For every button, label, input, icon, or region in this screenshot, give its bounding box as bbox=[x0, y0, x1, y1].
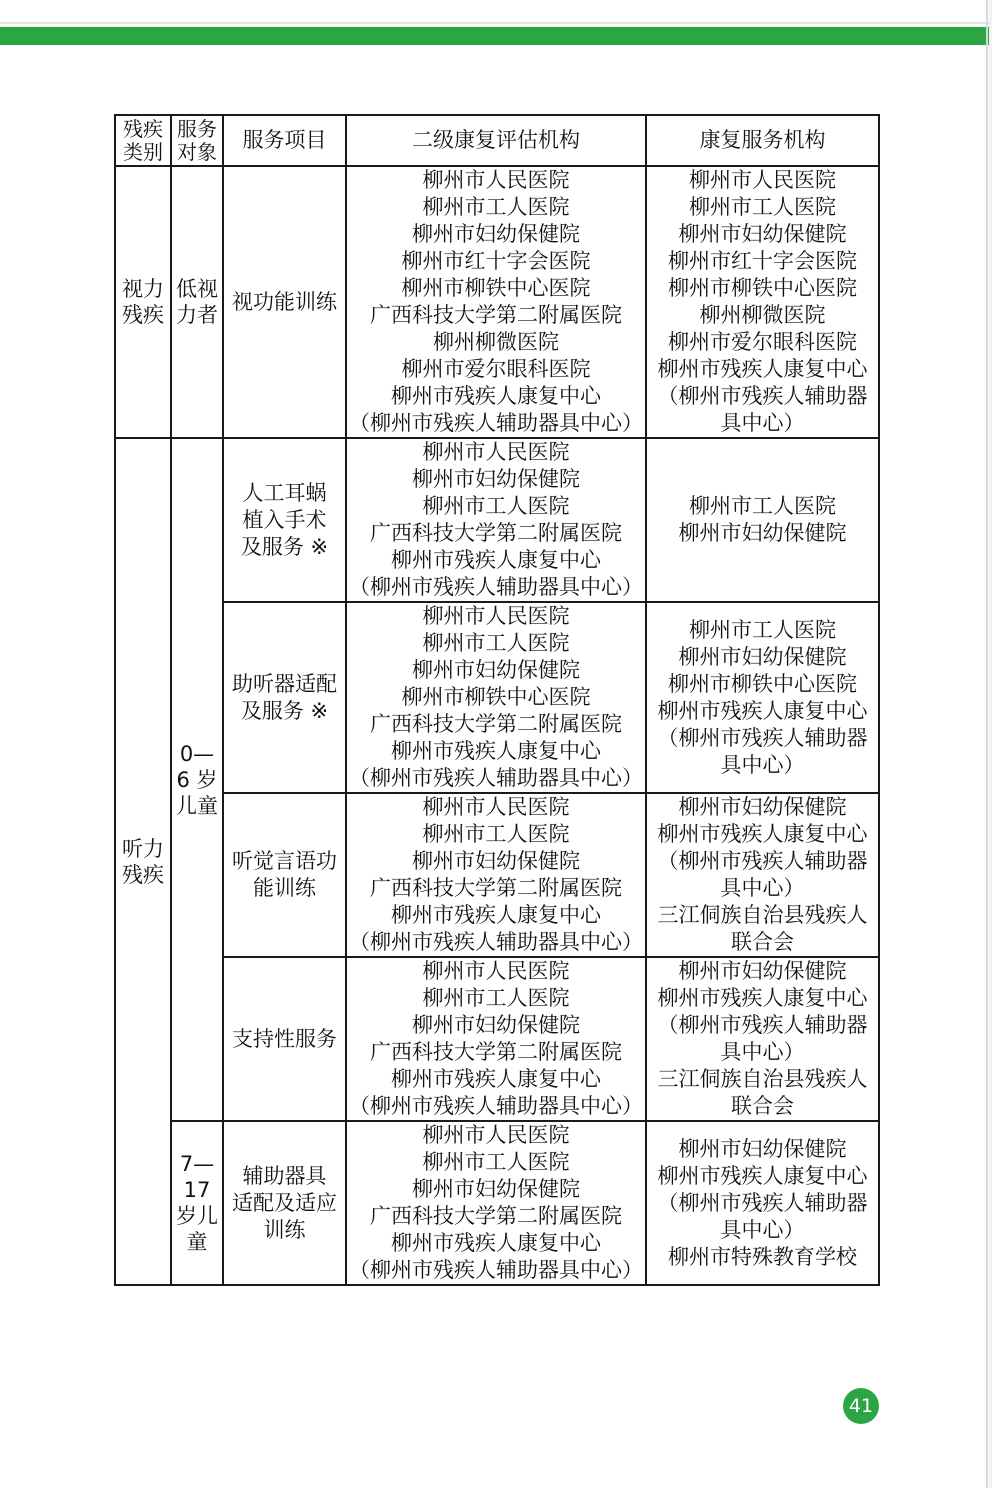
target-cell-low-vision bbox=[171, 166, 223, 438]
cell-text-line: 及服务 ※ bbox=[240, 698, 329, 723]
cell-text-line: （柳州市残疾人辅助器具中心） bbox=[349, 930, 643, 954]
assessment-cell bbox=[346, 957, 646, 1121]
cell-text-line: 人工耳蜗 bbox=[242, 480, 327, 505]
cell-text-line: 柳州市红十字会医院 bbox=[401, 249, 591, 273]
cell-text-line: 柳州市人民医院 bbox=[422, 604, 570, 628]
provider-cell bbox=[646, 602, 879, 793]
table-row-hearing-aid bbox=[115, 602, 879, 793]
cell-text-line: 及服务 ※ bbox=[240, 534, 329, 559]
cell-text-line: 柳州市残疾人康复中心 bbox=[391, 903, 601, 927]
cell-text-line: 助听器适配 bbox=[232, 671, 337, 696]
category-cell-hearing bbox=[115, 438, 171, 1285]
cell-text-line: 岁儿 bbox=[176, 1204, 218, 1228]
cell-text-line: 低视 bbox=[176, 277, 218, 301]
cell-text-line: 柳州市残疾人康复中心 bbox=[657, 698, 868, 723]
cell-text-line: 广西科技大学第二附属医院 bbox=[370, 876, 622, 900]
cell-text-line: 柳州市爱尔眼科医院 bbox=[401, 357, 591, 381]
cell-text-line: 柳州市人民医院 bbox=[422, 959, 570, 983]
cell-text-line: 柳州市妇幼保健院 bbox=[412, 849, 580, 873]
table-row-assistive-devices bbox=[115, 1121, 879, 1285]
cell-text-line: 柳州柳微医院 bbox=[433, 330, 559, 354]
cell-text-line: 柳州市人民医院 bbox=[689, 168, 836, 192]
cell-text-line: 残疾 bbox=[123, 116, 163, 141]
header-thin-line bbox=[0, 22, 992, 24]
header-service bbox=[223, 115, 346, 166]
cell-text-line: 具中心） bbox=[720, 1217, 805, 1242]
cell-text-line: 具中心） bbox=[720, 411, 805, 435]
provider-cell bbox=[646, 438, 879, 602]
cell-text-line: 柳州市人民医院 bbox=[422, 795, 570, 819]
cell-text-line: 适配及适应 bbox=[232, 1190, 337, 1215]
cell-text-line: 能训练 bbox=[253, 876, 316, 900]
cell-text-line: 康复服务机构 bbox=[699, 128, 826, 152]
assessment-cell bbox=[346, 438, 646, 602]
cell-text-line: 柳州市残疾人康复中心 bbox=[391, 548, 601, 572]
cell-text-line: 柳州市妇幼保健院 bbox=[678, 644, 847, 669]
cell-text-line: 三江侗族自治县残疾人 bbox=[657, 1067, 868, 1091]
cell-text-line: 柳州市工人医院 bbox=[422, 986, 570, 1010]
cell-text-line: 具中心） bbox=[720, 1040, 805, 1064]
service-cell bbox=[223, 793, 346, 957]
cell-text-line: 柳州市妇幼保健院 bbox=[412, 658, 580, 682]
cell-text-line: 广西科技大学第二附属医院 bbox=[370, 303, 622, 327]
cell-text-line: 6 岁 bbox=[176, 767, 218, 792]
cell-text-line: 柳州市妇幼保健院 bbox=[678, 959, 847, 983]
provider-cell bbox=[646, 793, 879, 957]
cell-text-line: 柳州市妇幼保健院 bbox=[412, 222, 580, 246]
cell-text-line: 听觉言语功 bbox=[232, 849, 337, 873]
cell-text-line: 柳州市残疾人康复中心 bbox=[657, 357, 868, 381]
cell-text-line: 柳州市红十字会医院 bbox=[668, 249, 857, 273]
cell-text-line: 柳州市柳铁中心医院 bbox=[668, 671, 857, 696]
cell-text-line: 柳州市工人医院 bbox=[422, 822, 570, 846]
assessment-cell bbox=[346, 1121, 646, 1285]
cell-text-line: 柳州市工人医院 bbox=[689, 617, 836, 642]
cell-text-line: （柳州市残疾人辅助器具中心） bbox=[349, 1094, 643, 1118]
cell-text-line: （柳州市残疾人辅助器具中心） bbox=[349, 1258, 643, 1282]
cell-text-line: 植入手术 bbox=[242, 507, 327, 532]
target-cell-7-17 bbox=[171, 1121, 223, 1285]
page-edge-line bbox=[986, 0, 988, 1488]
cell-text-line: 柳州市爱尔眼科医院 bbox=[668, 330, 857, 354]
cell-text-line: 柳州市残疾人康复中心 bbox=[391, 384, 601, 408]
cell-text-line: 类别 bbox=[123, 139, 163, 164]
cell-text-line: 0— bbox=[179, 741, 215, 766]
cell-text-line: 柳州市工人医院 bbox=[689, 494, 836, 518]
category-cell-vision bbox=[115, 166, 171, 438]
target-cell-0-6 bbox=[171, 438, 223, 1121]
cell-text-line: 童 bbox=[186, 1230, 208, 1254]
cell-text-line: （柳州市残疾人辅助器 bbox=[657, 384, 868, 408]
cell-text-line: （柳州市残疾人辅助器具中心） bbox=[349, 766, 643, 790]
cell-text-line: 柳州市妇幼保健院 bbox=[678, 521, 847, 545]
cell-text-line: 三江侗族自治县残疾人 bbox=[657, 903, 868, 927]
table-row-support-service bbox=[115, 957, 879, 1121]
service-cell bbox=[223, 957, 346, 1121]
cell-text-line: 柳州市人民医院 bbox=[422, 168, 570, 192]
cell-text-line: 17 bbox=[183, 1178, 211, 1202]
cell-text-line: 柳州市残疾人康复中心 bbox=[657, 822, 868, 846]
assessment-cell bbox=[346, 166, 646, 438]
cell-text-line: 柳州市工人医院 bbox=[422, 1150, 570, 1174]
cell-text-line: 听力 bbox=[122, 836, 164, 861]
header-provider bbox=[646, 115, 879, 166]
cell-text-line: 具中心） bbox=[720, 752, 805, 777]
cell-text-line: 柳州市残疾人康复中心 bbox=[391, 1067, 601, 1091]
header-green-bar bbox=[0, 27, 992, 45]
table-row-vision bbox=[115, 166, 879, 438]
cell-text-line: 柳州市工人医院 bbox=[422, 631, 570, 655]
cell-text-line: 视功能训练 bbox=[232, 289, 337, 314]
provider-cell bbox=[646, 1121, 879, 1285]
cell-text-line: 对象 bbox=[177, 139, 217, 164]
cell-text-line: 力者 bbox=[176, 303, 218, 327]
cell-text-line: 广西科技大学第二附属医院 bbox=[370, 1204, 622, 1228]
cell-text-line: 柳州市柳铁中心医院 bbox=[401, 276, 591, 300]
cell-text-line: （柳州市残疾人辅助器 bbox=[657, 725, 868, 750]
cell-text-line: 残疾 bbox=[122, 303, 164, 327]
header-category bbox=[115, 115, 171, 166]
cell-text-line: 具中心） bbox=[720, 876, 805, 900]
cell-text-line: 残疾 bbox=[122, 862, 164, 887]
cell-text-line: 柳州柳微医院 bbox=[699, 303, 826, 327]
cell-text-line: 支持性服务 bbox=[232, 1026, 337, 1051]
assessment-cell bbox=[346, 793, 646, 957]
cell-text-line: 视力 bbox=[122, 277, 164, 301]
cell-text-line: 柳州市妇幼保健院 bbox=[678, 222, 847, 246]
assessment-cell bbox=[346, 602, 646, 793]
cell-text-line: 柳州市人民医院 bbox=[422, 1123, 570, 1147]
service-cell bbox=[223, 166, 346, 438]
page-number-badge: 41 bbox=[843, 1388, 879, 1424]
cell-text-line: 联合会 bbox=[731, 1094, 794, 1118]
rehab-service-table bbox=[114, 114, 880, 1286]
cell-text-line: 柳州市残疾人康复中心 bbox=[657, 986, 868, 1010]
header-target bbox=[171, 115, 223, 166]
cell-text-line: 服务 bbox=[177, 116, 217, 141]
cell-text-line: 柳州市妇幼保健院 bbox=[412, 467, 580, 491]
cell-text-line: 广西科技大学第二附属医院 bbox=[370, 1040, 622, 1064]
cell-text-line: 柳州市特殊教育学校 bbox=[668, 1244, 857, 1269]
cell-text-line: 柳州市残疾人康复中心 bbox=[657, 1163, 868, 1188]
cell-text-line: 广西科技大学第二附属医院 bbox=[370, 521, 622, 545]
cell-text-line: 柳州市工人医院 bbox=[422, 195, 570, 219]
cell-text-line: （柳州市残疾人辅助器 bbox=[657, 1190, 868, 1215]
cell-text-line: （柳州市残疾人辅助器具中心） bbox=[349, 575, 643, 599]
cell-text-line: 柳州市妇幼保健院 bbox=[678, 1136, 847, 1161]
cell-text-line: 柳州市工人医院 bbox=[422, 494, 570, 518]
cell-text-line: 柳州市妇幼保健院 bbox=[412, 1013, 580, 1037]
cell-text-line: 辅助器具 bbox=[242, 1163, 327, 1188]
header-assessment bbox=[346, 115, 646, 166]
cell-text-line: 7— bbox=[179, 1152, 215, 1176]
cell-text-line: 广西科技大学第二附属医院 bbox=[370, 712, 622, 736]
cell-text-line: 柳州市妇幼保健院 bbox=[678, 795, 847, 819]
cell-text-line: （柳州市残疾人辅助器 bbox=[657, 849, 868, 873]
cell-text-line: 柳州市工人医院 bbox=[689, 195, 836, 219]
cell-text-line: （柳州市残疾人辅助器具中心） bbox=[349, 411, 643, 435]
cell-text-line: 柳州市妇幼保健院 bbox=[412, 1177, 580, 1201]
cell-text-line: 二级康复评估机构 bbox=[412, 128, 580, 152]
table-row-cochlear bbox=[115, 438, 879, 602]
service-cell bbox=[223, 438, 346, 602]
cell-text-line: 训练 bbox=[263, 1217, 306, 1242]
cell-text-line: 柳州市柳铁中心医院 bbox=[401, 685, 591, 709]
service-cell bbox=[223, 602, 346, 793]
cell-text-line: 服务项目 bbox=[242, 128, 327, 152]
cell-text-line: （柳州市残疾人辅助器 bbox=[657, 1013, 868, 1037]
cell-text-line: 柳州市人民医院 bbox=[422, 440, 570, 464]
service-cell bbox=[223, 1121, 346, 1285]
cell-text-line: 柳州市柳铁中心医院 bbox=[668, 276, 857, 300]
cell-text-line: 柳州市残疾人康复中心 bbox=[391, 739, 601, 763]
cell-text-line: 联合会 bbox=[731, 930, 794, 954]
table-row-speech-training bbox=[115, 793, 879, 957]
table-header-row bbox=[115, 115, 879, 166]
cell-text-line: 柳州市残疾人康复中心 bbox=[391, 1231, 601, 1255]
provider-cell bbox=[646, 166, 879, 438]
provider-cell bbox=[646, 957, 879, 1121]
cell-text-line: 儿童 bbox=[176, 793, 218, 818]
